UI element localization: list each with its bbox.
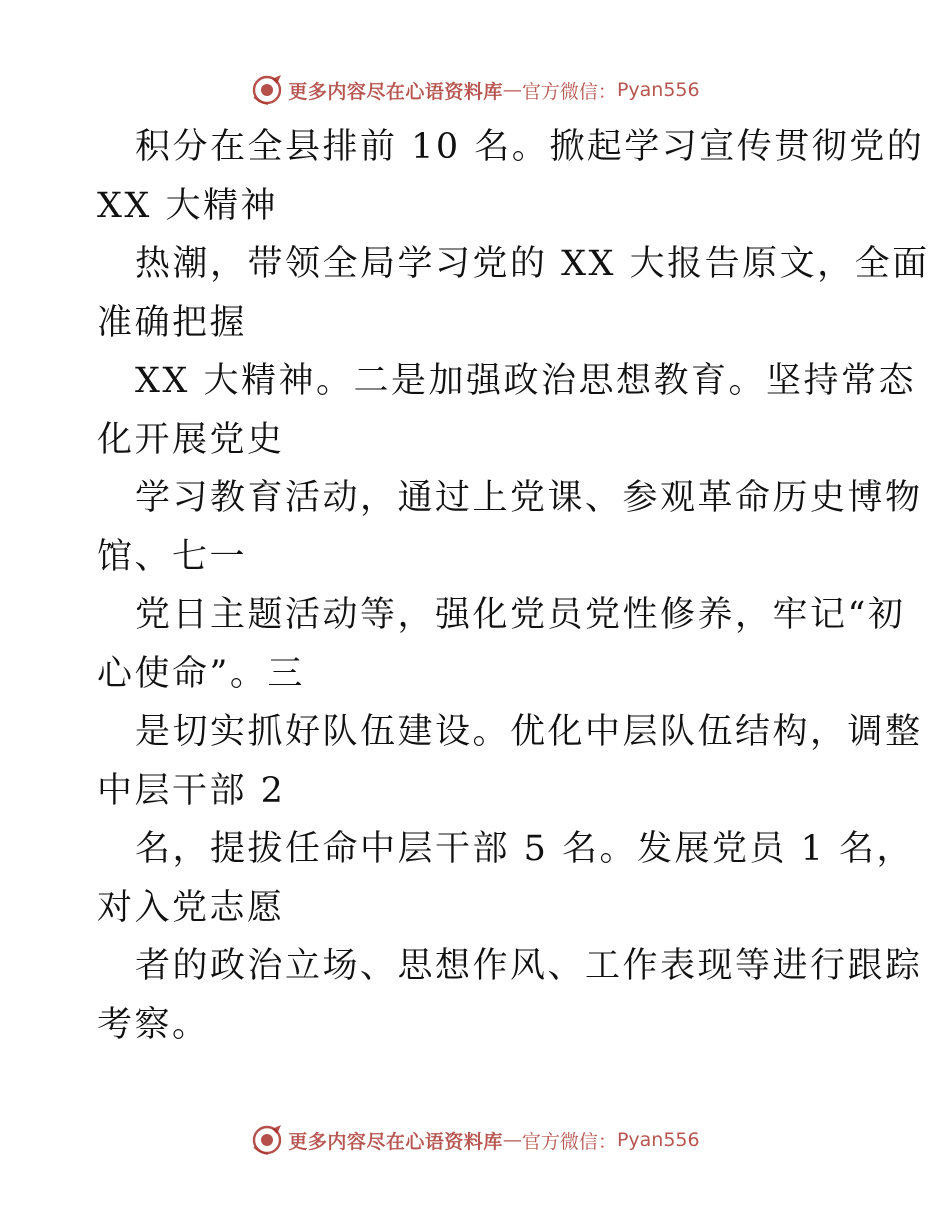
text-line: 名，提拔任命中层干部 5 名。发展党员 1 名，: [135, 829, 915, 869]
text-line: 是切实抓好队伍建设。优化中层队伍结构，调整: [135, 712, 923, 752]
watermark-wechat-label: 官方微信：: [521, 1130, 617, 1153]
text-line: 对入党志愿: [97, 887, 285, 928]
watermark-wechat-label: 官方微信：: [521, 80, 617, 103]
text-line: XX 大精神: [97, 185, 278, 226]
document-body: [97, 118, 930, 1054]
pen-logo-icon: [250, 1123, 284, 1157]
watermark-separator: —: [502, 1129, 522, 1151]
text-line: 心使命”。三: [97, 653, 305, 694]
pen-logo-icon: [250, 73, 284, 107]
text-line: 化开展党史: [97, 419, 285, 460]
footer-watermark: [0, 1118, 950, 1162]
text-line: 中层干部 2: [97, 770, 286, 811]
text-line: 积分在全县排前 10 名。掀起学习宣传贯彻党的: [135, 127, 925, 167]
text-line: 热潮，带领全局学习党的 XX 大报告原文，全面: [135, 244, 930, 284]
watermark-site-text: 更多内容尽在心语资料库: [288, 80, 503, 103]
text-line: 党日主题活动等，强化党员党性修养，牢记“初: [135, 595, 906, 635]
watermark-separator: —: [502, 79, 522, 101]
text-line: 学习教育活动，通过上党课、参观革命历史博物: [135, 478, 923, 518]
text-line: 考察。: [97, 1004, 210, 1045]
text-line: XX 大精神。二是加强政治思想教育。坚持常态: [135, 361, 916, 401]
watermark-site-text: 更多内容尽在心语资料库: [288, 1130, 503, 1153]
watermark-wechat-id: Pyan556: [616, 79, 700, 101]
text-line: 者的政治立场、思想作风、工作表现等进行跟踪: [135, 946, 923, 986]
watermark-wechat-id: Pyan556: [616, 1129, 700, 1151]
text-line: 馆、七一: [97, 536, 248, 577]
text-line: 准确把握: [97, 302, 248, 343]
paragraph: [97, 118, 930, 1054]
header-watermark: [0, 68, 950, 112]
